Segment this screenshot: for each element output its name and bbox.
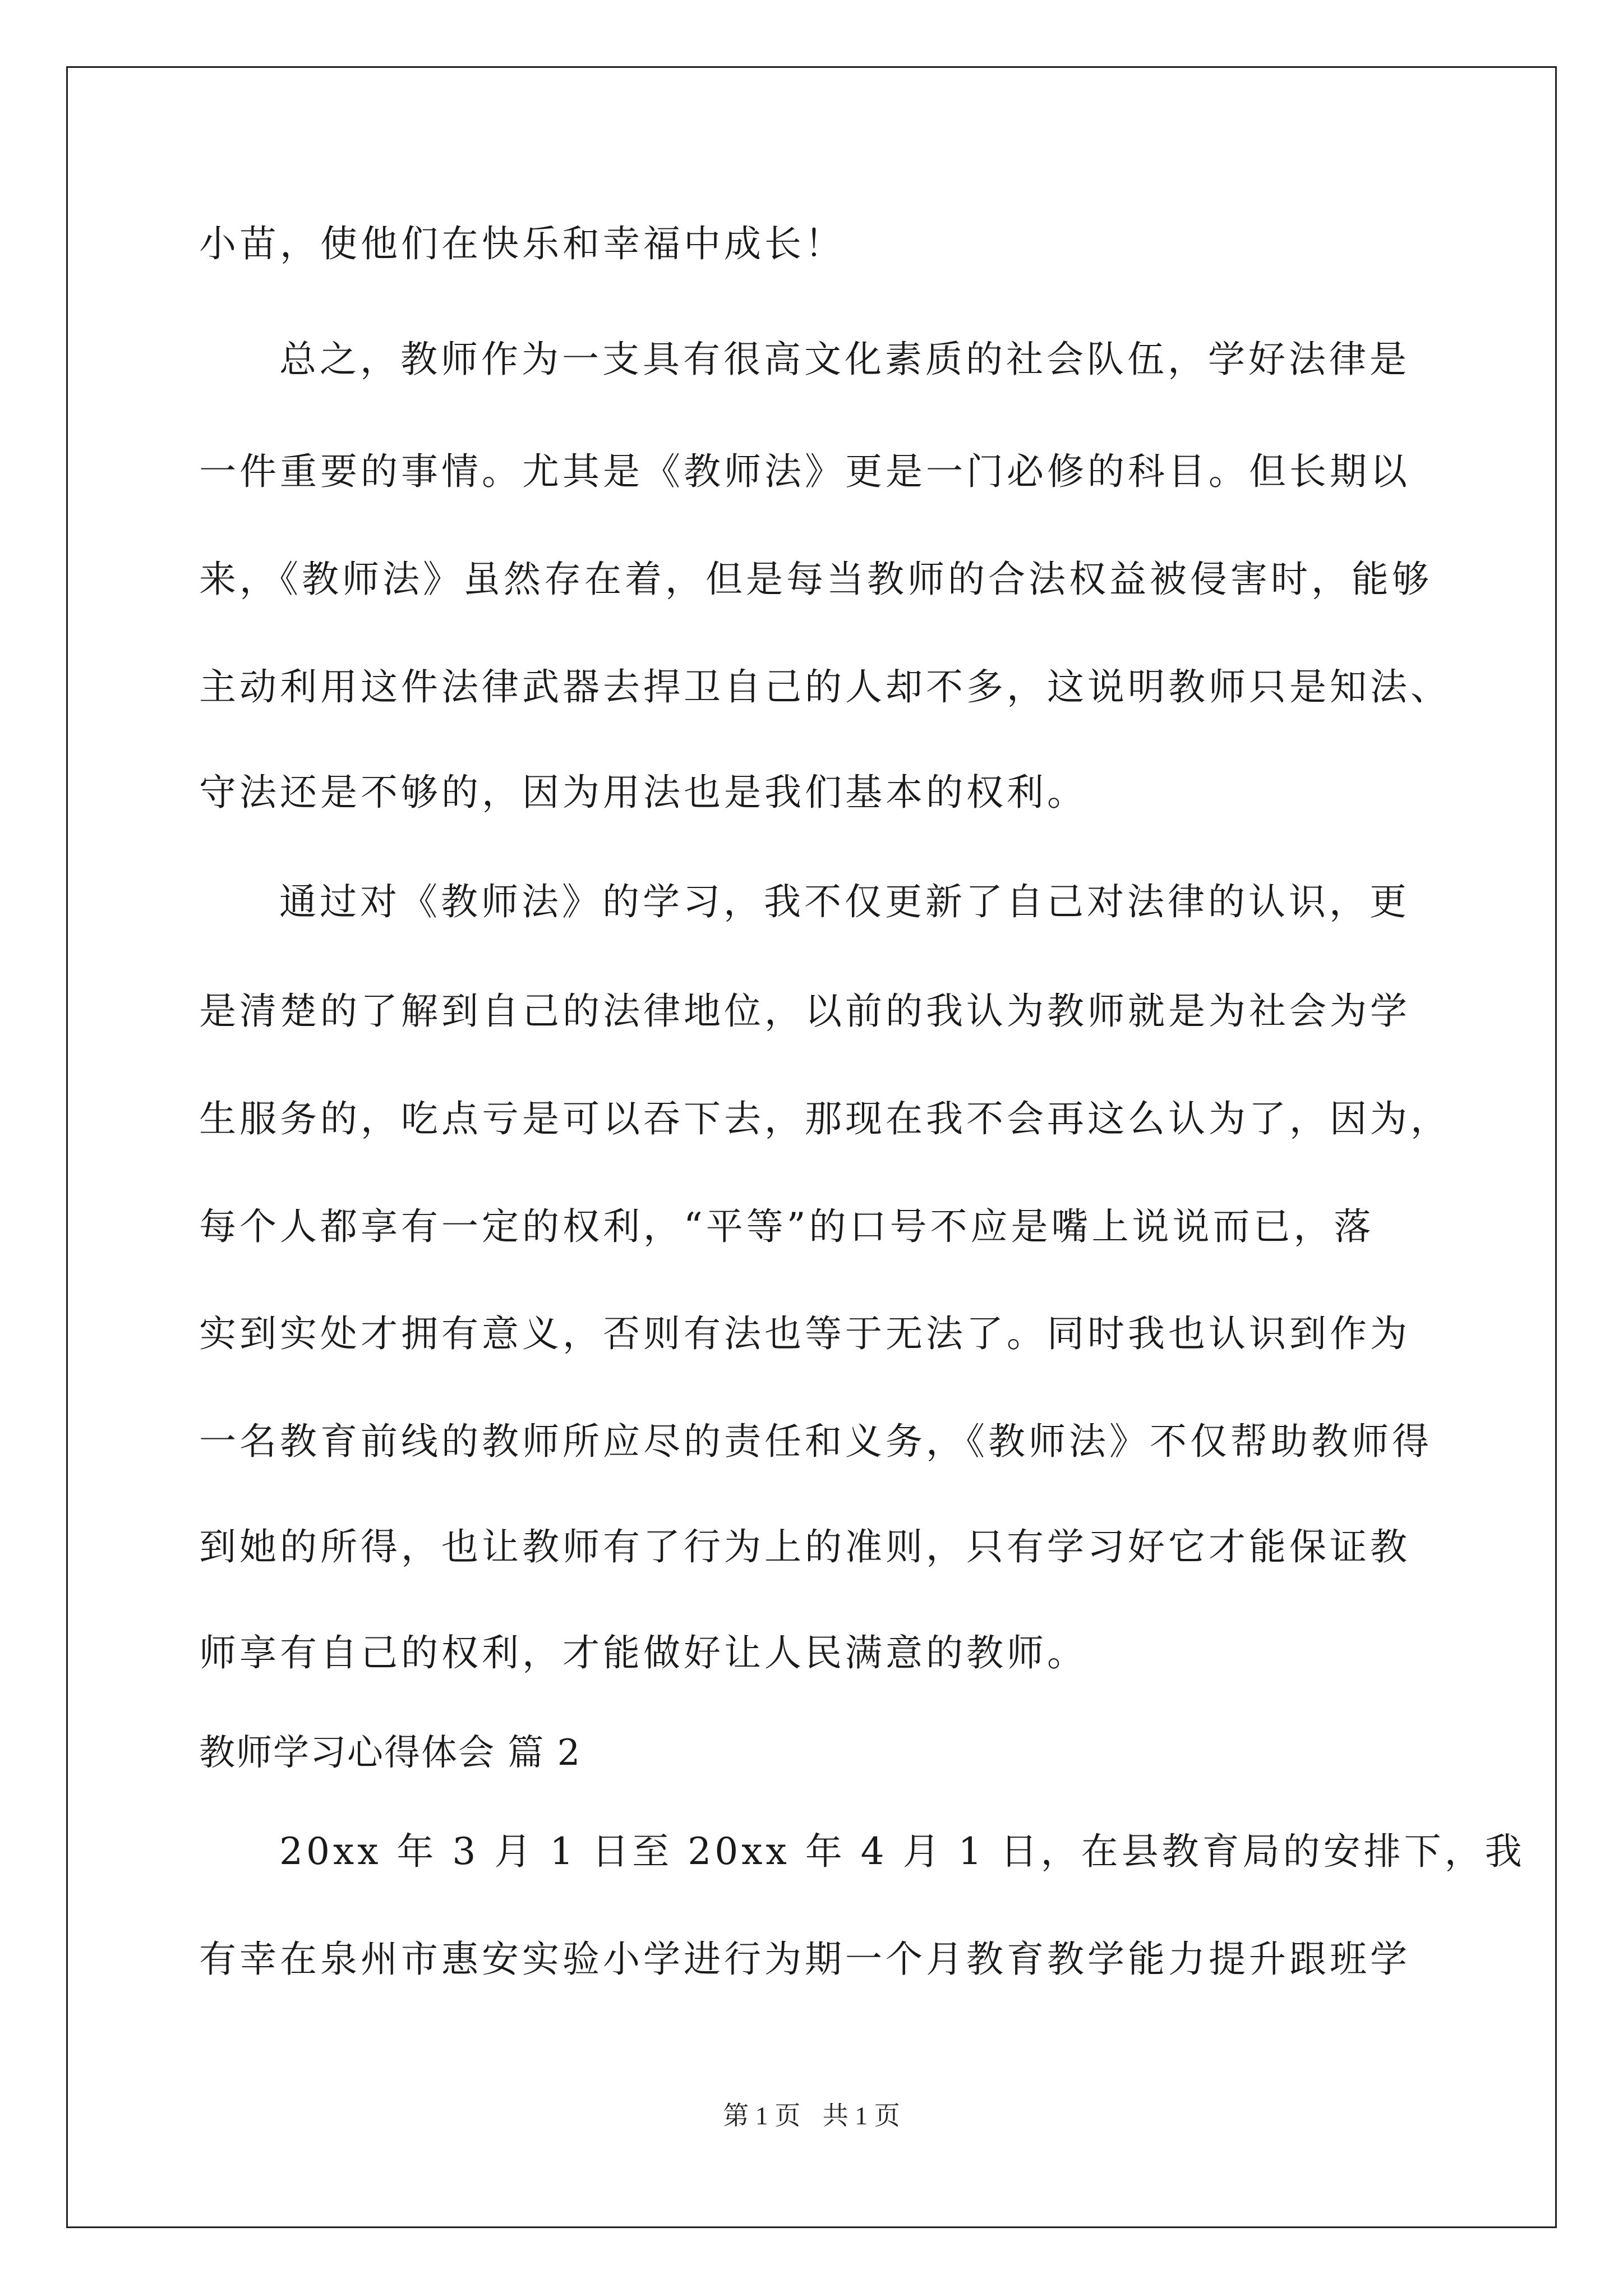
paragraph-line: 师享有自己的权利，才能做好让人民满意的教师。 — [199, 1631, 1087, 1674]
paragraph-line: 总之，教师作为一支具有很高文化素质的社会队伍，学好法律是 — [279, 338, 1410, 381]
paragraph-line: 到她的所得，也让教师有了行为上的准则，只有学习好它才能保证教 — [199, 1525, 1410, 1568]
paragraph-line: 主动利用这件法律武器去捍卫自己的人却不多，这说明教师只是知法、 — [199, 665, 1451, 708]
page-number: 第 1 页 — [723, 2101, 801, 2130]
paragraph-line: 生服务的，吃点亏是可以吞下去，那现在我不会再这么认为了，因为， — [199, 1097, 1451, 1140]
page-footer — [0, 2095, 1623, 2132]
paragraph-line: 一件重要的事情。尤其是《教师法》更是一门必修的科目。但长期以 — [199, 450, 1410, 493]
paragraph-line: 一名教育前线的教师所应尽的责任和义务，《教师法》不仅帮助教师得 — [199, 1420, 1432, 1463]
paragraph-line: 是清楚的了解到自己的法律地位，以前的我认为教师就是为社会为学 — [199, 990, 1410, 1033]
paragraph-line: 来，《教师法》虽然存在着，但是每当教师的合法权益被侵害时，能够 — [199, 558, 1432, 601]
paragraph-line: 20xx 年 3 月 1 日至 20xx 年 4 月 1 日，在县教育局的安排下，我 — [279, 1830, 1525, 1873]
paragraph-line: 每个人都享有一定的权利，“平等”的口号不应是嘴上说说而已，落 — [199, 1205, 1375, 1248]
paragraph-line: 有幸在泉州市惠安实验小学进行为期一个月教育教学能力提升跟班学 — [199, 1938, 1410, 1981]
paragraph-line: 小苗，使他们在快乐和幸福中成长！ — [199, 222, 845, 265]
paragraph-line: 通过对《教师法》的学习，我不仅更新了自己对法律的认识，更 — [279, 880, 1410, 923]
section-heading: 教师学习心得体会 篇 2 — [199, 1732, 582, 1774]
page-border — [66, 66, 1557, 2228]
paragraph-line: 守法还是不够的，因为用法也是我们基本的权利。 — [199, 771, 1087, 814]
page-total: 共 1 页 — [822, 2101, 900, 2130]
paragraph-line: 实到实处才拥有意义，否则有法也等于无法了。同时我也认识到作为 — [199, 1312, 1410, 1355]
